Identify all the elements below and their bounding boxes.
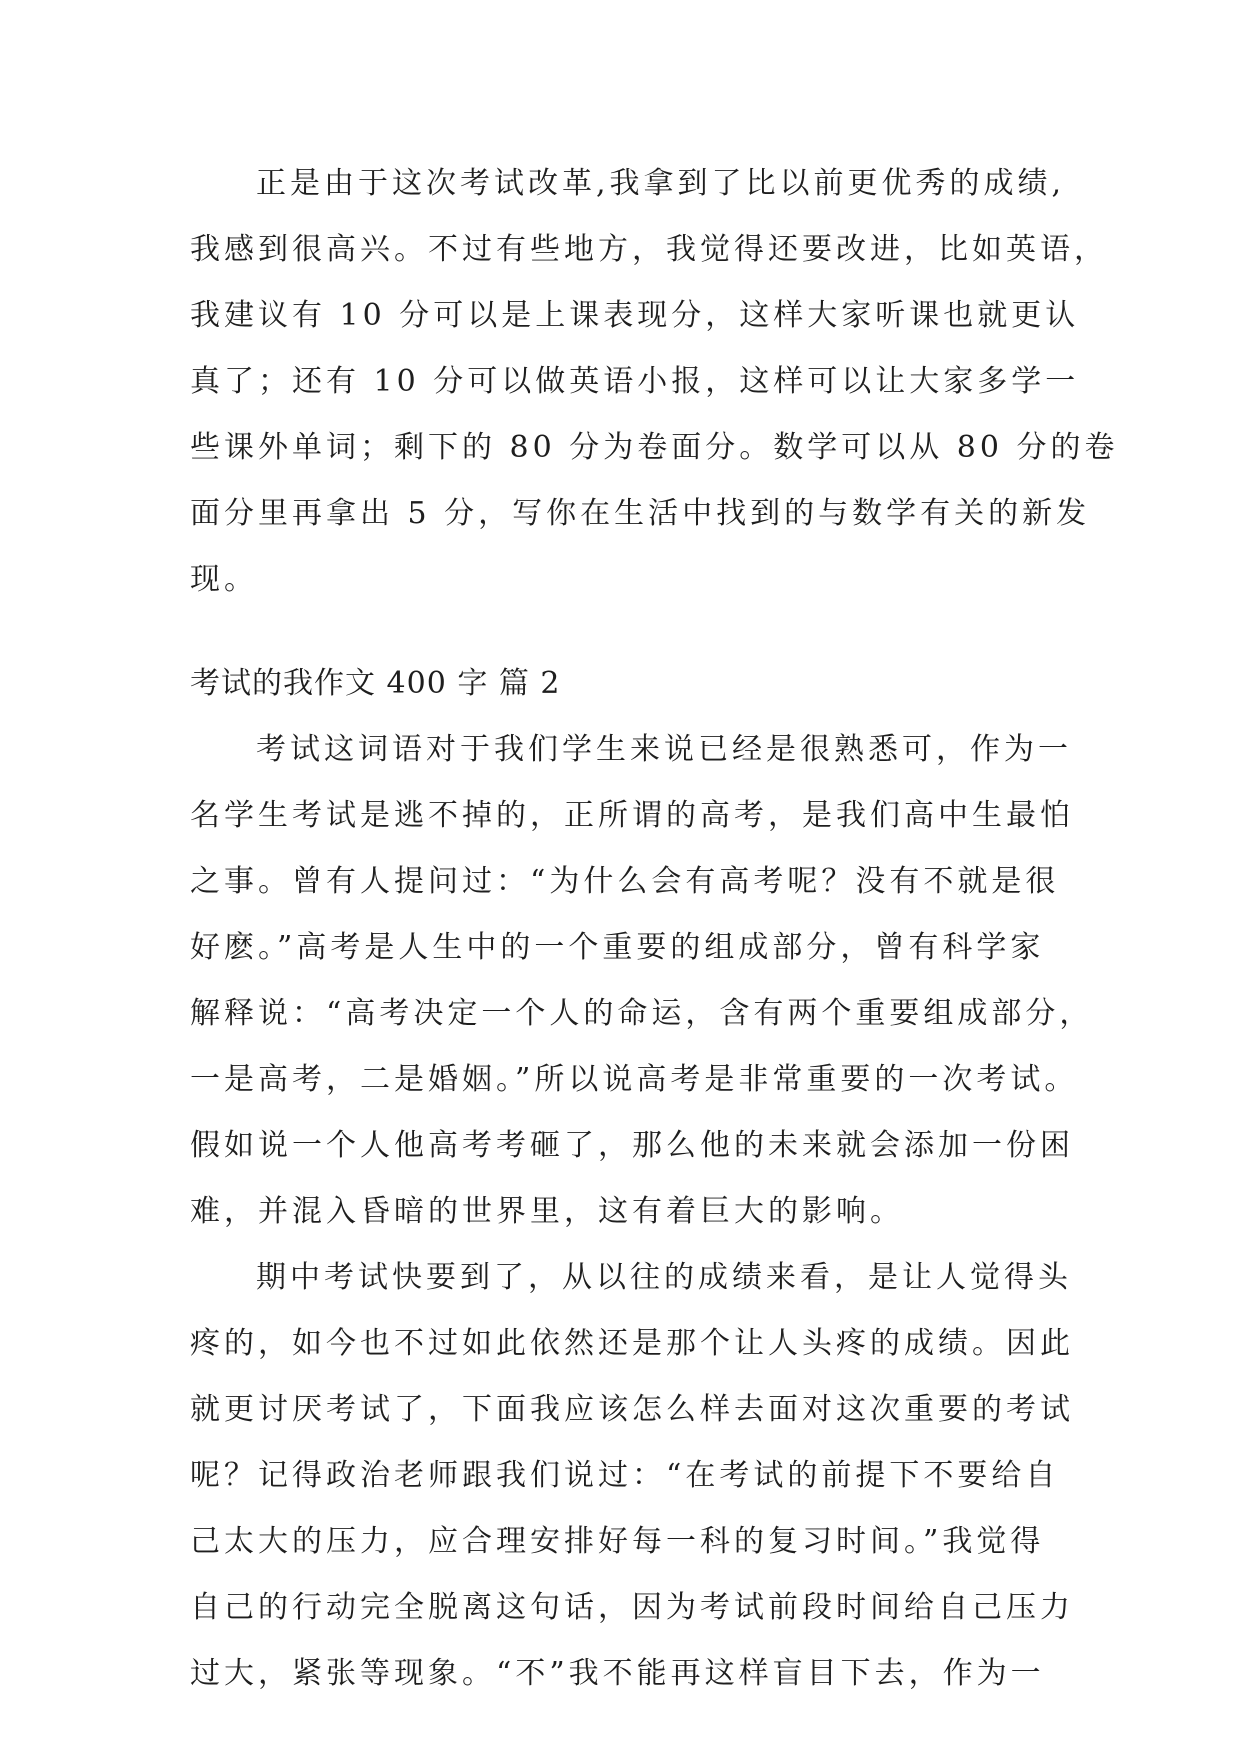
paragraph-line: 难，并混入昏暗的世界里，这有着巨大的影响。 bbox=[190, 1194, 904, 1229]
paragraph-line: 呢？记得政治老师跟我们说过：“在考试的前提下不要给自 bbox=[190, 1458, 1060, 1493]
paragraph-line: 就更讨厌考试了，下面我应该怎么样去面对这次重要的考试 bbox=[190, 1392, 1074, 1427]
paragraph-line: 过大，紧张等现象。“不”我不能再这样盲目下去，作为一 bbox=[190, 1656, 1045, 1691]
paragraph-line: 假如说一个人他高考考砸了，那么他的未来就会添加一份困 bbox=[190, 1128, 1074, 1163]
paragraph-line: 正是由于这次考试改革,我拿到了比以前更优秀的成绩, bbox=[256, 166, 1066, 201]
paragraph-line: 我建议有 10 分可以是上课表现分，这样大家听课也就更认 bbox=[190, 298, 1080, 333]
paragraph-line: 我感到很高兴。不过有些地方，我觉得还要改进，比如英语， bbox=[190, 232, 1108, 267]
paragraph-line: 期中考试快要到了，从以往的成绩来看，是让人觉得头 bbox=[256, 1260, 1072, 1295]
paragraph-line: 真了；还有 10 分可以做英语小报，这样可以让大家多学一 bbox=[190, 364, 1080, 399]
paragraph-line: 现。 bbox=[190, 562, 258, 597]
paragraph-line: 之事。曾有人提问过：“为什么会有高考呢？没有不就是很 bbox=[190, 864, 1060, 899]
paragraph-line: 面分里再拿出 5 分，写你在生活中找到的与数学有关的新发 bbox=[190, 496, 1091, 531]
paragraph-line: 些课外单词；剩下的 80 分为卷面分。数学可以从 80 分的卷 bbox=[190, 430, 1119, 465]
paragraph-line: 解释说：“高考决定一个人的命运，含有两个重要组成部分， bbox=[190, 996, 1094, 1031]
paragraph-line: 考试这词语对于我们学生来说已经是很熟悉可，作为一 bbox=[256, 732, 1072, 767]
section-heading: 考试的我作文 400 字 篇 2 bbox=[190, 666, 561, 701]
paragraph-line: 己太大的压力，应合理安排好每一科的复习时间。”我觉得 bbox=[190, 1524, 1045, 1559]
paragraph-line: 名学生考试是逃不掉的，正所谓的高考，是我们高中生最怕 bbox=[190, 798, 1074, 833]
paragraph-line: 自己的行动完全脱离这句话，因为考试前段时间给自己压力 bbox=[190, 1590, 1074, 1625]
paragraph-line: 疼的，如今也不过如此依然还是那个让人头疼的成绩。因此 bbox=[190, 1326, 1074, 1361]
paragraph-line: 一是高考，二是婚姻。”所以说高考是非常重要的一次考试。 bbox=[190, 1062, 1079, 1097]
paragraph-line: 好麽。”高考是人生中的一个重要的组成部分，曾有科学家 bbox=[190, 930, 1045, 965]
